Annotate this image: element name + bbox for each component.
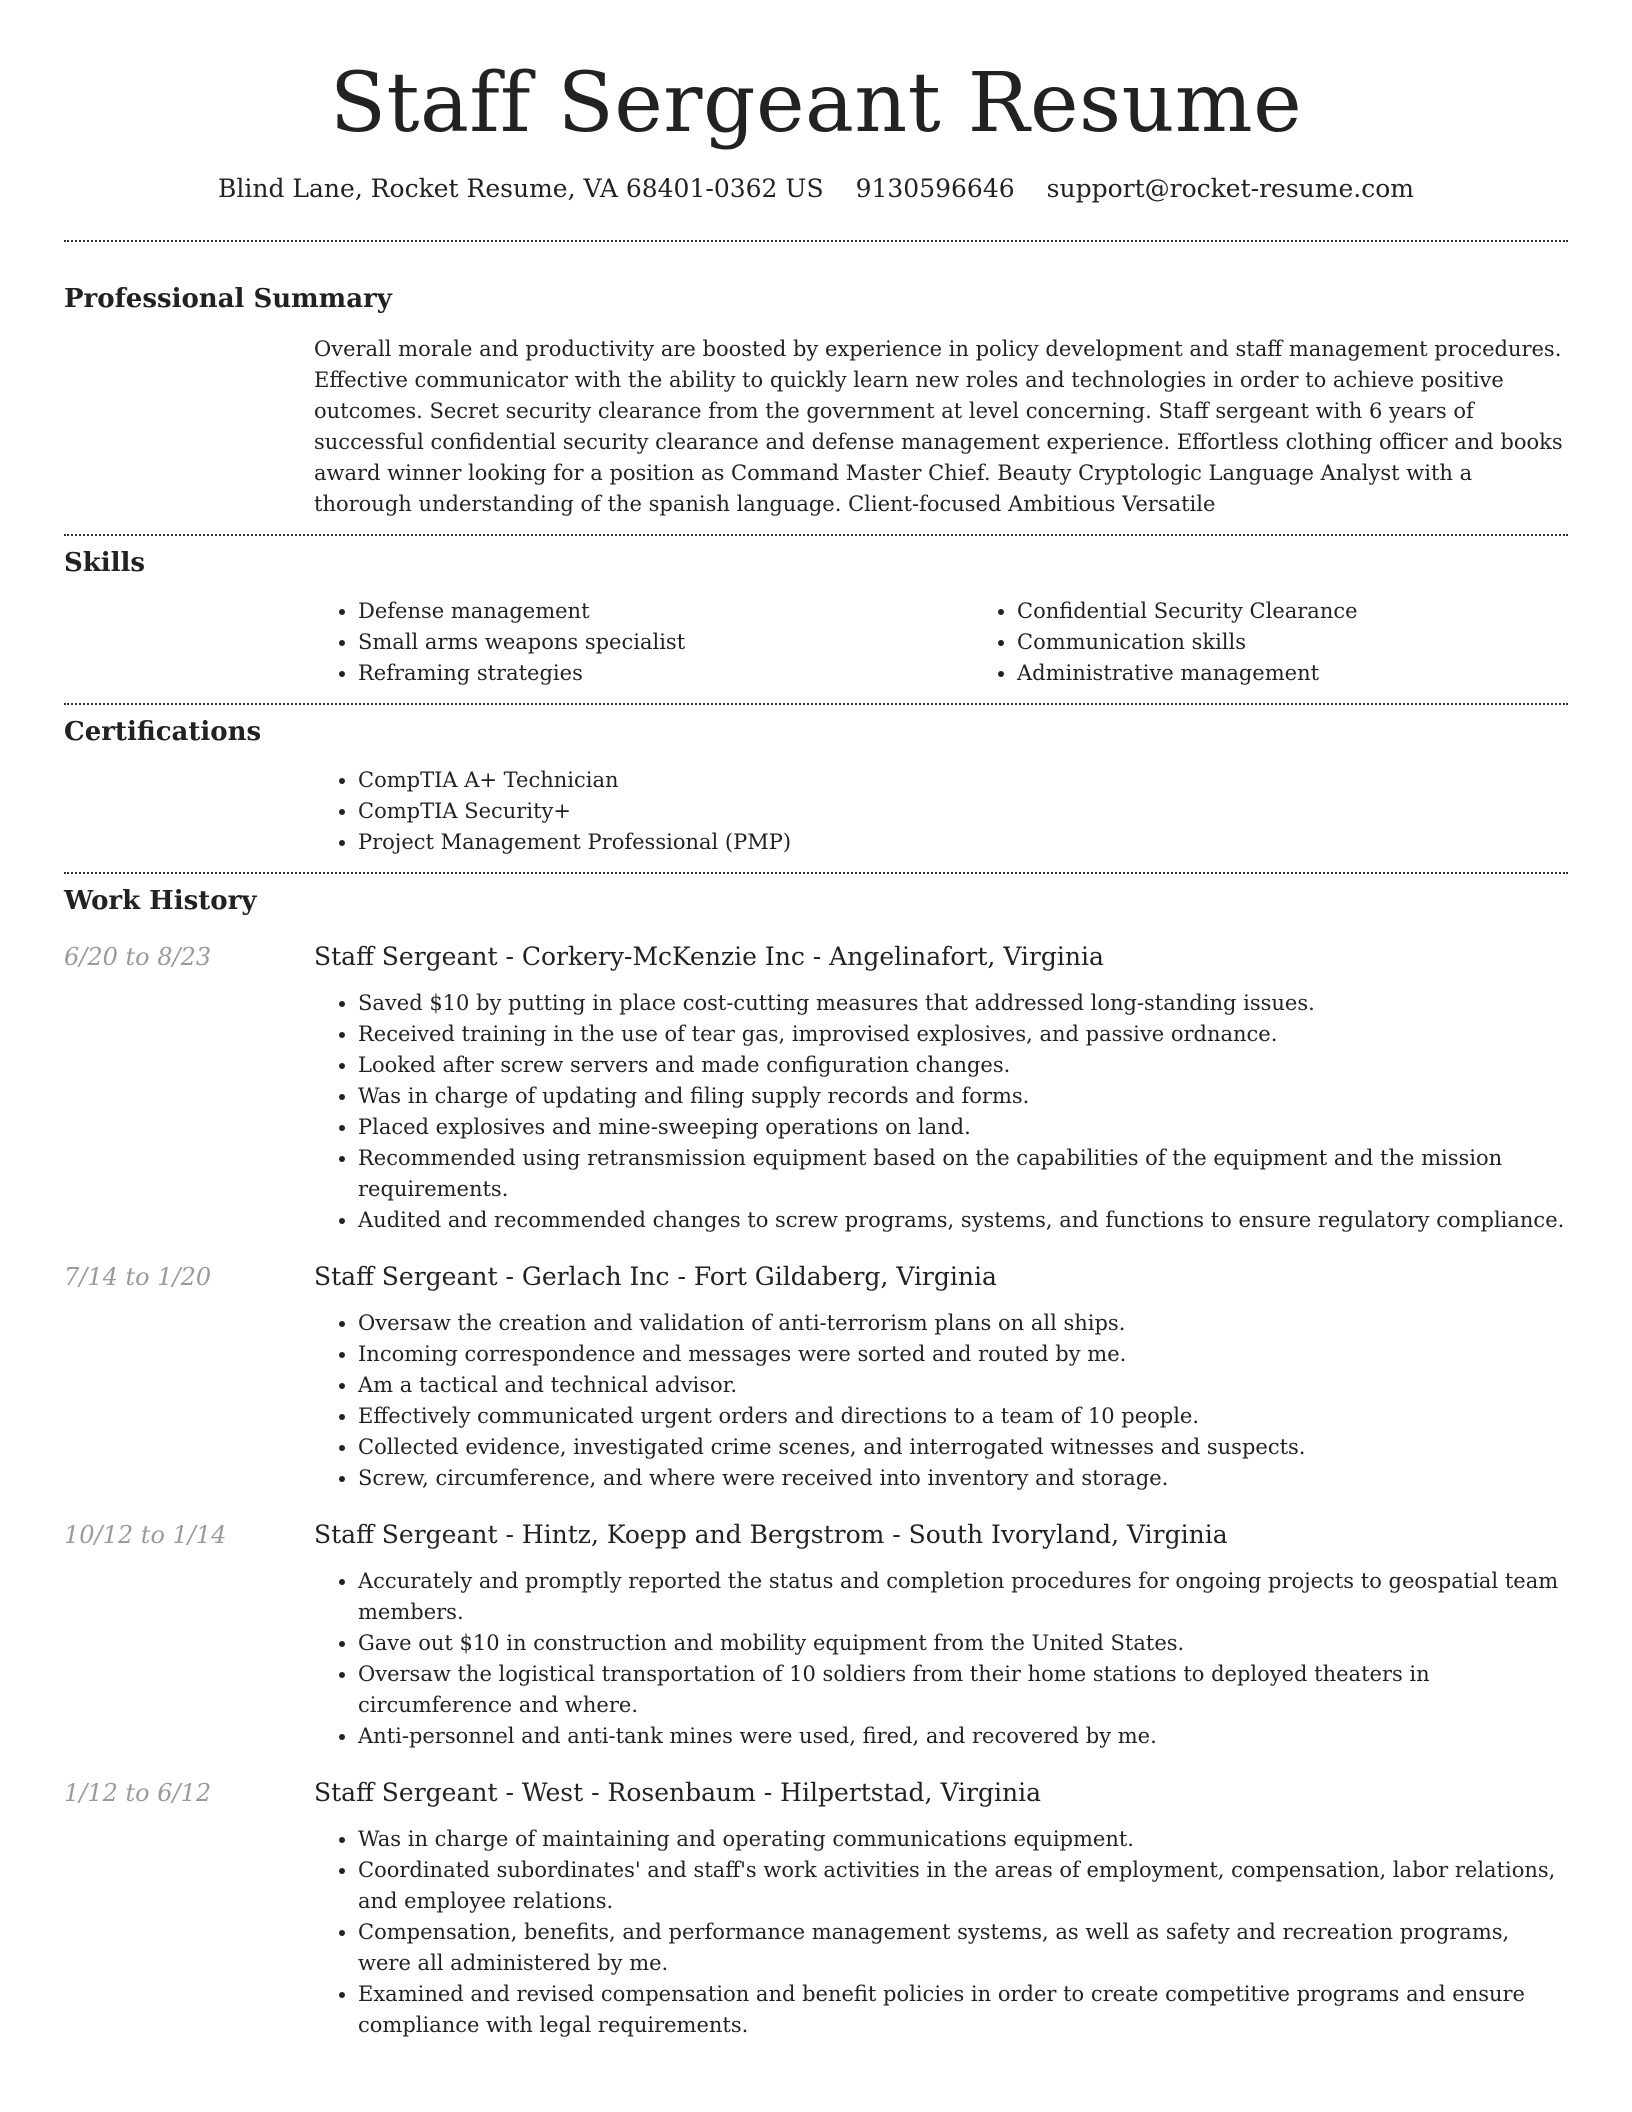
- summary-text: Overall morale and productivity are boosted by experience in policy development and staff management procedures. Effective communicator with the ability to quickly learn new roles and technologies in order to achieve positive outcomes. Secret security clearance from the government at level concerning. Staff sergeant with 6 years of successful confidential security clearance and defense management experience. Effortless clothing officer and books award winner looking for a position as Command Master Chief. Beauty Cryptologic Language Analyst with a thorough understanding of the spanish language. Client-focused Ambitious Versatile: [314, 337, 1563, 516]
- job-entry: [64, 1260, 1568, 1494]
- contact-info: [64, 172, 1568, 206]
- contact-address: Blind Lane, Rocket Resume, VA 68401-0362 US: [218, 174, 824, 203]
- section-title-work-history: Work History: [64, 886, 257, 916]
- certification-item: • CompTIA Security+: [358, 796, 1568, 827]
- work-history-section: [64, 874, 1568, 2041]
- job-entry: [64, 1518, 1568, 1752]
- job-bullet: • Oversaw the creation and validation of anti-terrorism plans on all ships.: [358, 1308, 1568, 1339]
- contact-phone: 9130596646: [855, 174, 1015, 203]
- job-bullet: • Looked after screw servers and made configuration changes.: [358, 1050, 1568, 1081]
- job-dates: 6/20 to 8/23: [64, 943, 212, 971]
- job-bullet: • Examined and revised compensation and benefit policies in order to create competitive programs and ensure compliance with legal requirements.: [358, 1979, 1568, 2041]
- section-title-certifications: Certifications: [64, 717, 262, 747]
- job-title: Staff Sergeant - Corkery-McKenzie Inc - Angelinafort, Virginia: [314, 942, 1104, 971]
- skills-column-right: [973, 596, 1632, 689]
- job-bullet: • Gave out $10 in construction and mobility equipment from the United States.: [358, 1628, 1568, 1659]
- job-title: Staff Sergeant - Gerlach Inc - Fort Gildaberg, Virginia: [314, 1262, 997, 1291]
- certifications-section: [64, 705, 1568, 858]
- job-title: Staff Sergeant - West - Rosenbaum - Hilpertstad, Virginia: [314, 1778, 1042, 1807]
- section-title-summary: Professional Summary: [64, 284, 392, 314]
- job-bullet: • Oversaw the logistical transportation of 10 soldiers from their home stations to deployed theaters in circumference and where.: [358, 1659, 1568, 1721]
- contact-email[interactable]: support@rocket-resume.com: [1046, 174, 1414, 203]
- job-bullet: • Saved $10 by putting in place cost-cutting measures that addressed long-standing issues.: [358, 988, 1568, 1019]
- skill-item: • Small arms weapons specialist: [358, 627, 973, 658]
- job-bullet: • Collected evidence, investigated crime scenes, and interrogated witnesses and suspects.: [358, 1432, 1568, 1463]
- job-bullets: [314, 1308, 1568, 1494]
- job-bullet: • Accurately and promptly reported the status and completion procedures for ongoing projects to geospatial team members.: [358, 1566, 1568, 1628]
- job-bullets: [314, 988, 1568, 1236]
- job-bullet: • Audited and recommended changes to screw programs, systems, and functions to ensure regulatory compliance.: [358, 1205, 1568, 1236]
- skill-item: • Defense management: [358, 596, 973, 627]
- job-bullet: • Compensation, benefits, and performance management systems, as well as safety and recreation programs, were all administered by me.: [358, 1917, 1568, 1979]
- job-bullet: • Coordinated subordinates' and staff's work activities in the areas of employment, compensation, labor relations, and employee relations.: [358, 1855, 1568, 1917]
- certifications-list: [314, 765, 1568, 858]
- job-dates: 1/12 to 6/12: [64, 1779, 212, 1807]
- job-entry: [64, 1776, 1568, 2041]
- skill-item: • Reframing strategies: [358, 658, 973, 689]
- skills-column-left: [314, 596, 973, 689]
- job-dates: 7/14 to 1/20: [64, 1263, 212, 1291]
- skill-item: • Administrative management: [1017, 658, 1632, 689]
- job-bullet: • Am a tactical and technical advisor.: [358, 1370, 1568, 1401]
- job-bullet: • Was in charge of maintaining and operating communications equipment.: [358, 1824, 1568, 1855]
- job-bullet: • Effectively communicated urgent orders and directions to a team of 10 people.: [358, 1401, 1568, 1432]
- job-bullets: [314, 1824, 1568, 2041]
- job-title: Staff Sergeant - Hintz, Koepp and Bergstrom - South Ivoryland, Virginia: [314, 1520, 1228, 1549]
- job-bullet: • Was in charge of updating and filing supply records and forms.: [358, 1081, 1568, 1112]
- job-bullets: [314, 1566, 1568, 1752]
- resume-title: Staff Sergeant Resume: [329, 56, 1303, 151]
- summary-section: [64, 242, 1568, 520]
- job-entry: [64, 940, 1568, 1236]
- skill-item: • Communication skills: [1017, 627, 1632, 658]
- certification-item: • CompTIA A+ Technician: [358, 765, 1568, 796]
- job-bullet: • Incoming correspondence and messages were sorted and routed by me.: [358, 1339, 1568, 1370]
- job-bullet: • Placed explosives and mine-sweeping operations on land.: [358, 1112, 1568, 1143]
- job-bullet: • Anti-personnel and anti-tank mines were used, fired, and recovered by me.: [358, 1721, 1568, 1752]
- skill-item: • Confidential Security Clearance: [1017, 596, 1632, 627]
- skills-section: [64, 536, 1568, 689]
- job-dates: 10/12 to 1/14: [64, 1521, 227, 1549]
- certification-item: • Project Management Professional (PMP): [358, 827, 1568, 858]
- job-bullet: • Received training in the use of tear gas, improvised explosives, and passive ordnance.: [358, 1019, 1568, 1050]
- job-bullet: • Screw, circumference, and where were received into inventory and storage.: [358, 1463, 1568, 1494]
- skills-list: [314, 596, 1632, 689]
- job-bullet: • Recommended using retransmission equipment based on the capabilities of the equipment and the mission requirements.: [358, 1143, 1568, 1205]
- section-title-skills: Skills: [64, 548, 146, 578]
